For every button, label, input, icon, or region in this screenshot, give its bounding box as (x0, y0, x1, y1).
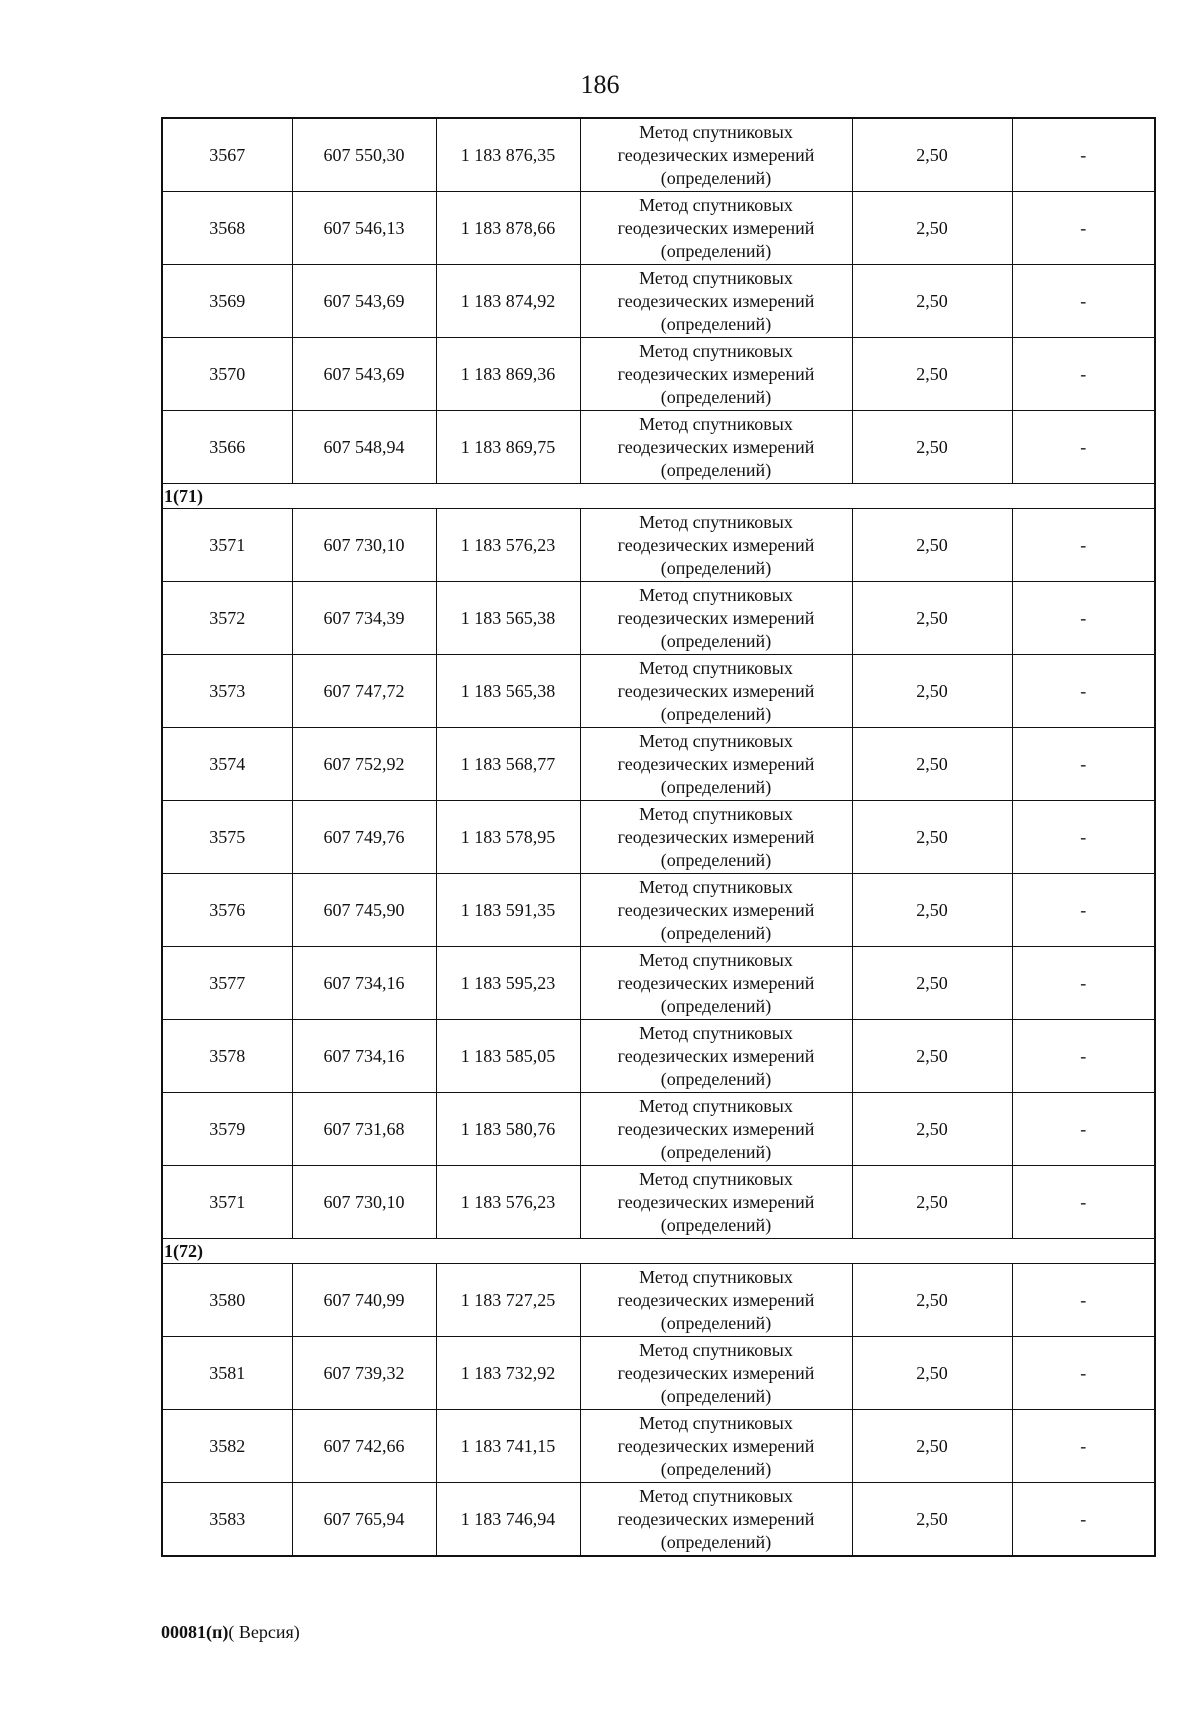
method-line: геодезических измерений (617, 436, 815, 457)
note-cell: - (1012, 509, 1155, 582)
point-number-cell: 3575 (162, 801, 292, 874)
table-row (162, 265, 1155, 338)
method-line: Метод спутниковых (639, 803, 793, 824)
point-number-cell: 3577 (162, 947, 292, 1020)
method-cell (580, 801, 852, 874)
accuracy-cell: 2,50 (852, 1093, 1012, 1166)
accuracy-cell: 2,50 (852, 1020, 1012, 1093)
x-coordinate-cell: 607 745,90 (292, 874, 436, 947)
method-line: геодезических измерений (617, 1191, 815, 1212)
accuracy-cell: 2,50 (852, 1337, 1012, 1410)
note-cell: - (1012, 874, 1155, 947)
y-coordinate-cell: 1 183 580,76 (436, 1093, 580, 1166)
y-coordinate-cell: 1 183 576,23 (436, 1166, 580, 1239)
note-cell: - (1012, 801, 1155, 874)
group-label: 1(71) (162, 484, 1155, 509)
x-coordinate-cell: 607 747,72 (292, 655, 436, 728)
point-number-cell: 3580 (162, 1264, 292, 1337)
accuracy-cell: 2,50 (852, 192, 1012, 265)
document-version: ( Версия) (228, 1622, 300, 1642)
method-line: (определений) (660, 776, 772, 797)
method-line: (определений) (660, 1141, 772, 1162)
x-coordinate-cell: 607 730,10 (292, 509, 436, 582)
point-number-cell: 3568 (162, 192, 292, 265)
method-line: геодезических измерений (617, 1362, 815, 1383)
method-cell (580, 411, 852, 484)
x-coordinate-cell: 607 739,32 (292, 1337, 436, 1410)
coordinates-table (161, 117, 1156, 1557)
method-line: (определений) (660, 557, 772, 578)
point-number-cell: 3579 (162, 1093, 292, 1166)
point-number-cell: 3576 (162, 874, 292, 947)
note-cell: - (1012, 1093, 1155, 1166)
point-number-cell: 3582 (162, 1410, 292, 1483)
note-cell: - (1012, 1020, 1155, 1093)
table-row (162, 1483, 1155, 1557)
x-coordinate-cell: 607 550,30 (292, 118, 436, 192)
y-coordinate-cell: 1 183 876,35 (436, 118, 580, 192)
method-cell (580, 947, 852, 1020)
method-line: геодезических измерений (617, 144, 815, 165)
x-coordinate-cell: 607 543,69 (292, 338, 436, 411)
note-cell: - (1012, 582, 1155, 655)
note-cell: - (1012, 947, 1155, 1020)
method-line: (определений) (660, 1068, 772, 1089)
x-coordinate-cell: 607 730,10 (292, 1166, 436, 1239)
x-coordinate-cell: 607 742,66 (292, 1410, 436, 1483)
group-header-row (162, 1239, 1155, 1264)
method-line: Метод спутниковых (639, 584, 793, 605)
method-cell (580, 874, 852, 947)
method-line: Метод спутниковых (639, 194, 793, 215)
method-line: Метод спутниковых (639, 1485, 793, 1506)
method-line: геодезических измерений (617, 826, 815, 847)
accuracy-cell: 2,50 (852, 655, 1012, 728)
method-line: (определений) (660, 167, 772, 188)
x-coordinate-cell: 607 731,68 (292, 1093, 436, 1166)
group-label: 1(72) (162, 1239, 1155, 1264)
accuracy-cell: 2,50 (852, 947, 1012, 1020)
y-coordinate-cell: 1 183 869,36 (436, 338, 580, 411)
point-number-cell: 3583 (162, 1483, 292, 1557)
method-cell (580, 265, 852, 338)
y-coordinate-cell: 1 183 741,15 (436, 1410, 580, 1483)
method-line: геодезических измерений (617, 1435, 815, 1456)
method-cell (580, 582, 852, 655)
method-line: геодезических измерений (617, 1118, 815, 1139)
method-cell (580, 338, 852, 411)
point-number-cell: 3572 (162, 582, 292, 655)
method-line: (определений) (660, 1385, 772, 1406)
method-line: Метод спутниковых (639, 267, 793, 288)
accuracy-cell: 2,50 (852, 338, 1012, 411)
method-cell (580, 655, 852, 728)
accuracy-cell: 2,50 (852, 728, 1012, 801)
method-cell (580, 1020, 852, 1093)
document-code: 00081(п) (161, 1622, 229, 1642)
x-coordinate-cell: 607 548,94 (292, 411, 436, 484)
method-line: Метод спутниковых (639, 121, 793, 142)
note-cell: - (1012, 338, 1155, 411)
y-coordinate-cell: 1 183 591,35 (436, 874, 580, 947)
table-row (162, 338, 1155, 411)
method-line: Метод спутниковых (639, 1412, 793, 1433)
x-coordinate-cell: 607 749,76 (292, 801, 436, 874)
table-row (162, 801, 1155, 874)
x-coordinate-cell: 607 734,16 (292, 1020, 436, 1093)
method-line: Метод спутниковых (639, 1339, 793, 1360)
method-line: (определений) (660, 459, 772, 480)
method-line: (определений) (660, 240, 772, 261)
point-number-cell: 3573 (162, 655, 292, 728)
y-coordinate-cell: 1 183 732,92 (436, 1337, 580, 1410)
note-cell: - (1012, 1337, 1155, 1410)
method-cell (580, 1337, 852, 1410)
point-number-cell: 3569 (162, 265, 292, 338)
accuracy-cell: 2,50 (852, 1410, 1012, 1483)
method-line: Метод спутниковых (639, 730, 793, 751)
accuracy-cell: 2,50 (852, 1166, 1012, 1239)
coordinates-table-body (162, 118, 1155, 1556)
accuracy-cell: 2,50 (852, 1264, 1012, 1337)
point-number-cell: 3566 (162, 411, 292, 484)
method-cell (580, 1483, 852, 1557)
method-cell (580, 1410, 852, 1483)
table-row (162, 192, 1155, 265)
point-number-cell: 3570 (162, 338, 292, 411)
accuracy-cell: 2,50 (852, 509, 1012, 582)
point-number-cell: 3581 (162, 1337, 292, 1410)
method-line: геодезических измерений (617, 1289, 815, 1310)
table-row (162, 1337, 1155, 1410)
y-coordinate-cell: 1 183 878,66 (436, 192, 580, 265)
method-cell (580, 728, 852, 801)
point-number-cell: 3574 (162, 728, 292, 801)
y-coordinate-cell: 1 183 746,94 (436, 1483, 580, 1557)
accuracy-cell: 2,50 (852, 1483, 1012, 1557)
table-row (162, 1264, 1155, 1337)
method-line: геодезических измерений (617, 680, 815, 701)
accuracy-cell: 2,50 (852, 582, 1012, 655)
x-coordinate-cell: 607 765,94 (292, 1483, 436, 1557)
method-line: геодезических измерений (617, 972, 815, 993)
table-row (162, 118, 1155, 192)
method-line: геодезических измерений (617, 753, 815, 774)
x-coordinate-cell: 607 734,16 (292, 947, 436, 1020)
y-coordinate-cell: 1 183 578,95 (436, 801, 580, 874)
method-line: (определений) (660, 386, 772, 407)
note-cell: - (1012, 265, 1155, 338)
method-line: Метод спутниковых (639, 1095, 793, 1116)
y-coordinate-cell: 1 183 565,38 (436, 582, 580, 655)
method-line: Метод спутниковых (639, 876, 793, 897)
method-line: геодезических измерений (617, 290, 815, 311)
x-coordinate-cell: 607 752,92 (292, 728, 436, 801)
page-number: 186 (580, 70, 620, 99)
note-cell: - (1012, 1166, 1155, 1239)
method-line: (определений) (660, 1458, 772, 1479)
method-line: геодезических измерений (617, 217, 815, 238)
table-row (162, 655, 1155, 728)
table-row (162, 1020, 1155, 1093)
method-line: (определений) (660, 1312, 772, 1333)
method-line: Метод спутниковых (639, 1168, 793, 1189)
method-line: геодезических измерений (617, 1045, 815, 1066)
x-coordinate-cell: 607 543,69 (292, 265, 436, 338)
table-row (162, 509, 1155, 582)
table-row (162, 1166, 1155, 1239)
method-line: Метод спутниковых (639, 1266, 793, 1287)
method-cell (580, 1264, 852, 1337)
method-line: (определений) (660, 703, 772, 724)
method-cell (580, 1166, 852, 1239)
method-line: (определений) (660, 313, 772, 334)
y-coordinate-cell: 1 183 565,38 (436, 655, 580, 728)
table-row (162, 1093, 1155, 1166)
table-row (162, 874, 1155, 947)
table-row (162, 947, 1155, 1020)
group-header-row (162, 484, 1155, 509)
method-line: геодезических измерений (617, 363, 815, 384)
note-cell: - (1012, 118, 1155, 192)
method-cell (580, 509, 852, 582)
point-number-cell: 3578 (162, 1020, 292, 1093)
accuracy-cell: 2,50 (852, 411, 1012, 484)
method-line: Метод спутниковых (639, 657, 793, 678)
method-line: (определений) (660, 995, 772, 1016)
note-cell: - (1012, 411, 1155, 484)
y-coordinate-cell: 1 183 874,92 (436, 265, 580, 338)
method-line: геодезических измерений (617, 899, 815, 920)
method-cell (580, 1093, 852, 1166)
y-coordinate-cell: 1 183 568,77 (436, 728, 580, 801)
table-row (162, 728, 1155, 801)
method-line: геодезических измерений (617, 1508, 815, 1529)
point-number-cell: 3571 (162, 509, 292, 582)
y-coordinate-cell: 1 183 585,05 (436, 1020, 580, 1093)
x-coordinate-cell: 607 734,39 (292, 582, 436, 655)
accuracy-cell: 2,50 (852, 801, 1012, 874)
method-line: (определений) (660, 1214, 772, 1235)
table-row (162, 1410, 1155, 1483)
method-cell (580, 192, 852, 265)
method-line: Метод спутниковых (639, 413, 793, 434)
point-number-cell: 3567 (162, 118, 292, 192)
note-cell: - (1012, 1410, 1155, 1483)
note-cell: - (1012, 655, 1155, 728)
method-line: (определений) (660, 849, 772, 870)
method-cell (580, 118, 852, 192)
y-coordinate-cell: 1 183 576,23 (436, 509, 580, 582)
y-coordinate-cell: 1 183 869,75 (436, 411, 580, 484)
note-cell: - (1012, 192, 1155, 265)
method-line: геодезических измерений (617, 607, 815, 628)
method-line: (определений) (660, 630, 772, 651)
note-cell: - (1012, 1483, 1155, 1557)
table-row (162, 411, 1155, 484)
accuracy-cell: 2,50 (852, 118, 1012, 192)
method-line: (определений) (660, 1531, 772, 1552)
method-line: (определений) (660, 922, 772, 943)
method-line: Метод спутниковых (639, 949, 793, 970)
method-line: Метод спутниковых (639, 340, 793, 361)
method-line: геодезических измерений (617, 534, 815, 555)
note-cell: - (1012, 728, 1155, 801)
method-line: Метод спутниковых (639, 511, 793, 532)
method-line: Метод спутниковых (639, 1022, 793, 1043)
document-footer (161, 1622, 300, 1643)
table-row (162, 582, 1155, 655)
note-cell: - (1012, 1264, 1155, 1337)
y-coordinate-cell: 1 183 727,25 (436, 1264, 580, 1337)
x-coordinate-cell: 607 546,13 (292, 192, 436, 265)
point-number-cell: 3571 (162, 1166, 292, 1239)
x-coordinate-cell: 607 740,99 (292, 1264, 436, 1337)
accuracy-cell: 2,50 (852, 265, 1012, 338)
y-coordinate-cell: 1 183 595,23 (436, 947, 580, 1020)
accuracy-cell: 2,50 (852, 874, 1012, 947)
